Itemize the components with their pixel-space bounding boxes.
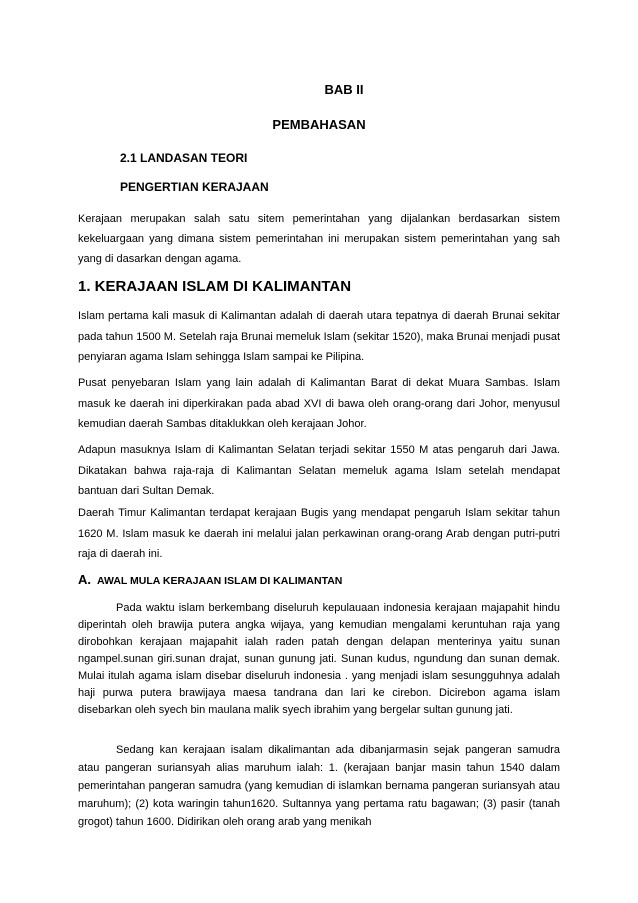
section1-paragraph-2: Pusat penyebaran Islam yang lain adalah di Kalimantan Barat di dekat Muara Sambas. Islam masuk ke daerah ini diperkirakan pada abad XVI di bawa oleh orang-orang dari Johor, menyusul kemudian daerah Sambas ditaklukkan oleh kerajaan Johor.: [78, 377, 560, 430]
section-a-paragraph-1: Pada waktu islam berkembang diseluruh kepulauaan indonesia kerajaan majapahit hindu diperintah oleh brawija putera angka wijaya, yang kemudian mengalami keruntuhan raja yang dirobohkan kerajaan majapahit ialah raden patah dengan delapan menterinya yaitu sunan ngampel.sunan giri.sunan drajat, sunan gunung jati. Sunan kudus, ngundung dan sunan demak. Mulai itulah agama islam disebar diseluruh indonesia . yang menjadi islam sesungguhnya adalah haji purwa putera brawijaya maesa tandrana dan lari ke cirebon. Dicirebon agama islam disebarkan oleh syech bin maulana malik syech ibrahim yang bergelar sultan gunung jati.: [78, 602, 560, 716]
section1-paragraph-1: Islam pertama kali masuk di Kalimantan adalah di daerah utara tepatnya di daerah Brunai sekitar pada tahun 1500 M. Setelah raja Brunai memeluk Islam (sekitar 1520), maka Brunai menjadi pusat penyiaran agama Islam sehingga Islam sampai ke Pilipina.: [78, 310, 560, 363]
subsection-heading-pengertian: PENGERTIAN KERAJAAN: [120, 180, 269, 194]
chapter-heading: BAB II: [324, 82, 364, 97]
section-a-title: AWAL MULA KERAJAAN ISLAM DI KALIMANTAN: [97, 575, 343, 587]
section-a-paragraph-2: Sedang kan kerajaan isalam dikalimantan ada dibanjarmasin sejak pangeran samudra atau pangeran suriansyah alias maruhum ialah: 1. (kerajaan banjar masin tahun 1540 dalam pemerintahan pangeran samudra (yang kemudian di islamkan bernama pangeran suriansyah atau maruhum); (2) kota waringin tahun1620. Sultannya yang pertama ratu bagawan; (3) pasir (tanah grogot) tahun 1600. Didirikan oleh orang arab yang menikah: [78, 744, 560, 828]
section-heading-1: 1. KERAJAAN ISLAM DI KALIMANTAN: [78, 278, 352, 295]
chapter-title: PEMBAHASAN: [272, 117, 366, 132]
intro-paragraph: Kerajaan merupakan salah satu sitem pemerintahan yang dijalankan berdasarkan sistem kekeluargaan yang dimana sistem pemerintahan ini merupakan sistem pemerintahan yang sah yang di dasarkan dengan agama.: [78, 213, 560, 265]
section-a-letter: A.: [78, 572, 91, 587]
section-heading-a: [78, 571, 342, 589]
section1-paragraph-4: Daerah Timur Kalimantan terdapat kerajaan Bugis yang mendapat pengaruh Islam sekitar tahun 1620 M. Islam masuk ke daerah ini melalui jalan perkawinan orang-orang Arab dengan putri-putri raja di daerah ini.: [78, 507, 560, 560]
section1-paragraph-3: Adapun masuknya Islam di Kalimantan Selatan terjadi sekitar 1550 M atas pengaruh dari Jawa. Dikatakan bahwa raja-raja di Kalimantan Selatan memeluk agama Islam setelah mendapat bantuan dari Sultan Demak.: [78, 444, 560, 497]
subsection-heading-landasan: 2.1 LANDASAN TEORI: [120, 151, 248, 165]
